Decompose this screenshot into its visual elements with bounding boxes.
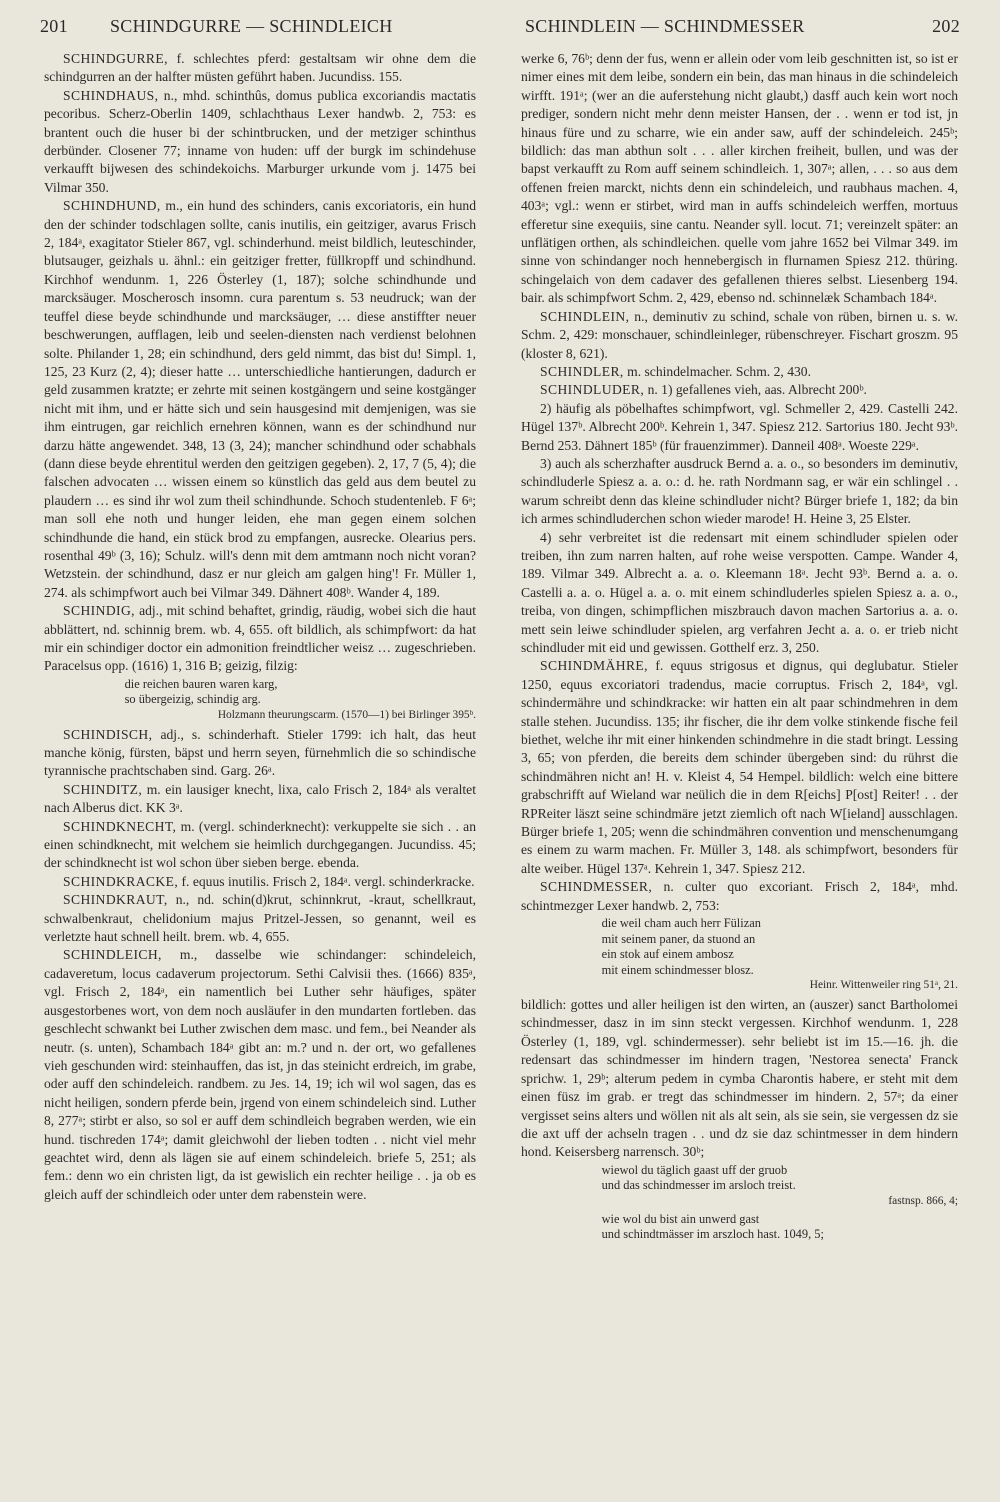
entry-headword: SCHINDITZ, (63, 781, 143, 797)
dictionary-entry (521, 878, 958, 915)
entry-text: m., ein hund des schinders, canis excoriatoris, ein hund den der schinder todschlagen sollte, canis inutilis, ein geitziger, avarus Frisch 2, 184ᵃ, exagitator Stieler 867, vgl. schinderhund. meist bildlich, leuteschinder, blutsauger, geizhals u. ähnl.: ein geitziger fretter, füllkropff und schindhund. Kirchhof wendunm. 1, 226 Österley (1, 187); solche schindhunde und marcksäuger. Moscherosch insomn. cura parentum s. 53 neudruck; wan der teuffel diese beyde schindhunde und marcksäuger, … diese anstiffter neuer beschwerungen, aufflagen, leib und seelen-diensten nach verdienst belohnen solte. Philander 1, 28; ein schindhund, ders geld nimmt, das bist du! Simpl. 1, 125, 23 Kurz (2, 4); dieser hatte … unterschiedliche hantierungen, dadurch er geld zusammen kratzte; er zehrte mit seinen kostgängern und seine kostgänger nicht mit ihm, und er hätte sich und sein hausgesind mit demjenigen, was sie ihm eintrugen, gar reichlich ernehren können, wann es der schindhund nur darzu hätte angewendet. 348, 13 (3, 24); mancher schindhund oder schabhals (dann diese beyde ehrentitul werden den geitzigen gegeben). 2, 17, 7 (5, 4); die falschen advocaten … wissen einem so künstlich das geld aus dem beutel zu plaudern … es sind ihr wol zum theil schindhunde. Schoch studentenleb. F 6ᵃ; man soll ehe noth und hunger leiden, ehe man gegen einem solchen schindhunde die hand, ein stück brod zu empfangen, ausrecke. Olearius pers. rosenthal 49ᵇ (3, 16); Schulz. will's denn mit dem amtmann noch nicht voran? Wetzstein. der schindhund, dasz er nur gleich am galgen hing'! Fr. Müller 1, 274. als schimpfwort auch bei Vilmar 349. Dähnert 408ᵇ. Wander 4, 189. (44, 198, 476, 600)
entry-text: n., deminutiv zu schind, schale von rüben, birnen u. s. w. Schm. 2, 429: monschauer, schindleinleger, rübenschreyer. Fischart groszm. 95 (kloster 8, 621). (521, 308, 958, 361)
entry-headword: SCHINDMESSER, (540, 879, 653, 895)
dictionary-entry (44, 873, 476, 891)
left-column (44, 50, 476, 1490)
dictionary-entry (44, 87, 476, 197)
verse-line: die weil cham auch herr Fülizan (601, 916, 761, 931)
dictionary-entry (521, 363, 958, 381)
entry-subsense (521, 400, 958, 455)
entry-text: n. 1) gefallenes vieh, aas. Albrecht 200ᵇ. (647, 382, 867, 398)
entry-text: f. schlechtes pferd: gestaltsam wir ohne dem die schindgurren an der halfter müsten geführt haben. Jucundiss. 155. (44, 51, 476, 85)
entry-headword: SCHINDKNECHT, (63, 818, 177, 834)
entry-text: m. schindelmacher. Schm. 2, 430. (627, 363, 811, 379)
dictionary-entry (44, 602, 476, 676)
verse-source: fastnsp. 866, 4; (888, 1194, 958, 1207)
entry-text: adj., mit schind behaftet, grindig, räudig, wobei sich die haut abblättert, nd. schinnig brem. wb. 4, 655. oft bildlich, als schimpfwort: da hat mir ein schindiger doctor ein admonition freindtlicher weisz … zugeschrieben. Paracelsus opp. (1616) 1, 316 B; geizig, filzig: (44, 603, 476, 674)
entry-text: n. culter quo excoriant. Frisch 2, 184ᵃ, mhd. schintmezger Lexer handwb. 2, 753: (521, 879, 958, 913)
entry-headword: SCHINDHUND, (63, 198, 161, 214)
entry-text: 2) häufig als pöbelhaftes schimpfwort, vgl. Schmeller 2, 429. Castelli 242. Hügel 137ᵇ. Albrecht 200ᵇ. Kehrein 1, 347. Spiesz 212. Sartorius 180. Jecht 93ᵇ. Bernd 253. Dähnert 185ᵇ (für frauenzimmer). Danneil 408ᵃ. Woeste 229ᵃ. (521, 400, 958, 453)
dictionary-entry (44, 818, 476, 873)
entry-text: f. equus strigosus et dignus, qui deglubatur. Stieler 1250, equus excoriatori tradendus, macie corruptus. Frisch 2, 184ᵃ, vgl. schindermähre und schindkracke: wir hatten ein alt paar schindmehren in dem stalle stehen. Jucundiss. 135; ihr fischer, die ihr dem volke stinkende fische feil biethet, welche ihr mit einer hinkenden schindmehre in die stadt bringt. Lessing 3, 65; von pferden, die bereits dem schinder übergeben sind: du rührst die schindmähren nicht an! H. v. Kleist 4, 54 Hempel. bildlich: welch eine bittere grabschrifft auf Wieland war neülich die in dem R[eichs] P[ost] Reiter! . . der RPReiter läszt seine schindmäre jetzt ziemlich oft nach W[ieland] ausschlagen. Bürger briefe 1, 205; wenn die schindmähren convention und menschenumgang es einem zu warm machen. Fr. Müller 3, 148. als schimpfwort, besonders für alte weiber. Hügel 137ᵃ. Kehrein 1, 347. Spiesz 212. (521, 658, 958, 876)
verse-source: Holzmann theurungscarm. (1570—1) bei Birlinger 395ᵇ. (217, 709, 476, 721)
running-title-left: SCHINDGURRE — SCHINDLEICH (110, 16, 393, 36)
verse-line: so übergeizig, schindig arg. (124, 692, 261, 707)
entry-text: n., mhd. schinthûs, domus publica excoriandis mactatis pecoribus. Scherz-Oberlin 1409, schlachthaus Lexer handwb. 2, 753: es brantent ouch die huser bi der schintbrucken, und der metziger schinthus derbünder. Closener 77; inname von huden: uff der burgk im schindehuse verkaufft bijwesen des schindekoichs. Marburger urkunde vom j. 1475 bei Vilmar 350. (44, 87, 476, 195)
entry-text: adj., s. schinderhaft. Stieler 1799: ich halt, das heut manche könig, fürsten, bäpst und herrn seyen, fürnehmlich die so schindische tyrannische prachtschaben sind. Garg. 26ᵃ. (44, 726, 476, 779)
entry-text: f. equus inutilis. Frisch 2, 184ᵃ. vergl. schinderkracke. (181, 873, 475, 889)
entry-continuation (521, 50, 958, 308)
verse-line: wie wol du bist ain unwerd gast (601, 1211, 760, 1226)
entry-text: m. ein lausiger knecht, lixa, calo Frisch 2, 184ᵃ als veraltet nach Alberus dict. KK 3ᵃ. (44, 781, 476, 816)
entry-text: m., dasselbe wie schindanger: schindeleich, cadaveretum, locus cadaverum projectorum. Sethi Calvisii thes. (1666) 835ᵃ, vgl. Frisch 2, 184ᵃ, ein namentlich bei Luther sehr häufiges, später ausgestorbenes wort, von dem noch ausläufer in den mundarten fortleben. das geschlecht schwankt bei Luther zwischen dem masc. und fem., bei Neander als neutr. (s. unten), Schambach 184ᵃ gibt an: m.? und n. der ort, wo gefallenes vieh geschunden wird: steinhauffen, das ist, jn das steinicht erdreich, im grabe, oder auff den schindeleich. randbem. zu Jes. 14, 19; ich wil wol sagen, das es nicht heiligen, sondern pferde bein, jrgend von einem schindeleich sind. Luther 8, 277ᵃ; stirbt er also, so sol er auff dem schindleich begraben werden, wie ein hund. tischreden 174ᵃ; damit gleichwohl der lieben todten . . nicht viel mehr geachtet wird, denn als lägen sie auf einem schindeleich. briefe 5, 251; als fem.: denn wo ein christen ligt, da ist gewislich ein rechter heilige . . ja ob es gleich auff der schindleich oder unter dem rabenstein were. (44, 947, 476, 1202)
dictionary-entry (44, 726, 476, 781)
dictionary-entry (44, 946, 476, 1204)
page-number-right: 202 (932, 16, 960, 36)
verse-line: mit einem schindmesser blosz. (601, 962, 754, 977)
entry-headword: SCHINDISCH, (63, 726, 153, 742)
verse-line: ein stok auf einem ambosz (601, 947, 734, 962)
dictionary-entry (521, 381, 958, 399)
dictionary-entry (521, 657, 958, 878)
entry-headword: SCHINDIG, (63, 603, 135, 619)
entry-text: 4) sehr verbreitet ist die redensart mit einem schindluder spielen oder treiben, ihn zum narren halten, auf rohe weise verspotten. Campe. Wander 4, 189. Vilmar 349. Albrecht a. a. o. Kleemann 18ᵃ. Jecht 93ᵇ. Bernd a. a. o. Castelli a. a. o. Hügel a. a. o. mit einem schindluderles spielen Spiesz a. a. o., treiba, von dingen, schimpflichen miszbrauch davon machen Sartorius a. a. o. mett sein leiwe schindluder spielen, arg verfahren Jecht a. a. o. er trieb nicht schindluder mit eid und gewissen. Gotthelf erz. 3, 250. (521, 529, 958, 655)
page-number-left: 201 (40, 16, 68, 36)
verse-line: wiewol du täglich gaast uff der gruob (601, 1162, 788, 1177)
running-title-right: SCHINDLEIN — SCHINDMESSER (525, 16, 805, 36)
entry-text: n., nd. schin(d)krut, schinnkrut, -kraut, schellkraut, schwalbenkraut, chelidonium majus Pritzel-Jessen, so genannt, weil es verletzte haut schnell heilt. brem. wb. 4, 655. (44, 892, 476, 945)
entry-text: 3) auch als scherzhafter ausdruck Bernd a. a. o., so besonders im deminutiv, schindluderle Spiesz a. a. o.: d. he. rath Nordmann sag, er wär ein schlingel . . warum schreibt denn das kleine schindluder nicht? Bürger briefe 1, 182; da bin ich armes schindluderchen schon wieder marode! H. Heine 3, 25 Elster. (521, 455, 958, 527)
verse-line: mit seinem paner, da stuond an (601, 931, 756, 946)
page-header (40, 16, 960, 46)
entry-headword: SCHINDHAUS, (63, 87, 159, 103)
verse-source: Heinr. Wittenweiler ring 51ᵃ, 21. (809, 979, 958, 992)
dictionary-entry (44, 891, 476, 946)
dictionary-entry (44, 50, 476, 87)
verse-quote (521, 1163, 958, 1210)
entry-headword: SCHINDLUDER, (540, 382, 645, 398)
entry-headword: SCHINDKRACKE, (63, 873, 179, 889)
entry-headword: SCHINDLER, (540, 363, 624, 379)
entry-headword: SCHINDKRAUT, (63, 892, 168, 908)
dictionary-entry (44, 197, 476, 602)
entry-headword: SCHINDGURRE, (63, 51, 168, 66)
entry-subsense (521, 455, 958, 529)
entry-headword: SCHINDLEIN, (540, 308, 630, 324)
entry-text: werke 6, 76ᵇ; denn der fus, wenn er allein oder vom leib geschnitten ist, so ist er nimer eines mit dem leibe, sondern ein bein, das man hinaus in die schindeleich wirfft. 191ᵃ; (wer an die auferstehung nicht glaubt,) dasff auch kein wort noch prediger, sondern nicht mehr denn meister Hansen, der . . wenn er tod ist, jn hinaus füre und zu scharre, wie ein ander saw, auff der schindeleich. 245ᵇ; bildlich: das man abthun solt . . . aller kirchen freiheit, bullen, und was der bapst verkaufft zu Rom auff seinem schindleich. 1, 307ᵃ; allen, . . . so aus dem offenen freien marckt, nichts denn ein schindeleich, und raubhaus machen. 4, 403ᵃ; vgl.: wenn er stirbet, wird man in auffs schindeleich werffen, mortuus efferetur sine exequiis, sine cantu. Neander syll. locut. 71; vereinzelt später: an unflätigen orthen, als schindleichen. quelle vom jahre 1652 bei Vilmar 349. im sinne von schindanger noch hennebergisch in flurnamen Spiesz 212. thüring. schingelaich von dem cadaver des gefallenen thieres selbst. Liesenberg 194. bair. als schimpfwort Schm. 2, 429, ebenso nd. schinnelæk Schambach 184ᵃ. (521, 51, 958, 306)
verse-quote (521, 916, 958, 994)
dictionary-entry (44, 781, 476, 818)
dictionary-entry (521, 308, 958, 363)
entry-subsense (521, 529, 958, 658)
entry-text: m. (vergl. schinderknecht): verkuppelte sie sich . . an einen schindknecht, mit welchem sie heimlich durchgegangen. Jucundiss. 45; der schindknecht ist wol schon über sieben berge. ebenda. (44, 818, 476, 871)
verse-line: und das schindmesser im arsloch treist. (601, 1178, 796, 1193)
verse-quote (44, 677, 476, 724)
entry-text: bildlich: gottes und aller heiligen ist den wirten, an (auszer) sanct Bartholomei schindmesser, dasz in im sinn steckt vergessen. Kirchhof wendunm. 1, 228 Österley (1, 189, vgl. schindermesser). sehr beliebt ist im 15.—16. jh. die redensart das schindmesser im hindern tragen, 'Nestorea senecta' Franck sprichw. 1, 29ᵇ; alterum pedem in cymba Charontis habere, er steht mit dem einen füsz im grab. er tregt das schindmesser im hindern. 2, 57ᵃ; da einer vergisset seins alters und wöllen nit als alt sein, als sie sein, sie vergessen dz sie die axt uff der achseln tragen . . und dz sie daz schintmesser in dem hindern hond. Keisersberg narrensch. 30ᵇ; (521, 997, 958, 1160)
right-column (521, 50, 958, 1490)
entry-headword: SCHINDLEICH, (63, 947, 162, 963)
verse-line: die reichen bauren waren karg, (124, 676, 278, 691)
entry-continuation (521, 996, 958, 1162)
verse-line: und schindtmässer im arszloch hast. 1049, 5; (601, 1227, 824, 1242)
entry-headword: SCHINDMÄHRE, (540, 658, 648, 674)
verse-quote (521, 1212, 958, 1243)
